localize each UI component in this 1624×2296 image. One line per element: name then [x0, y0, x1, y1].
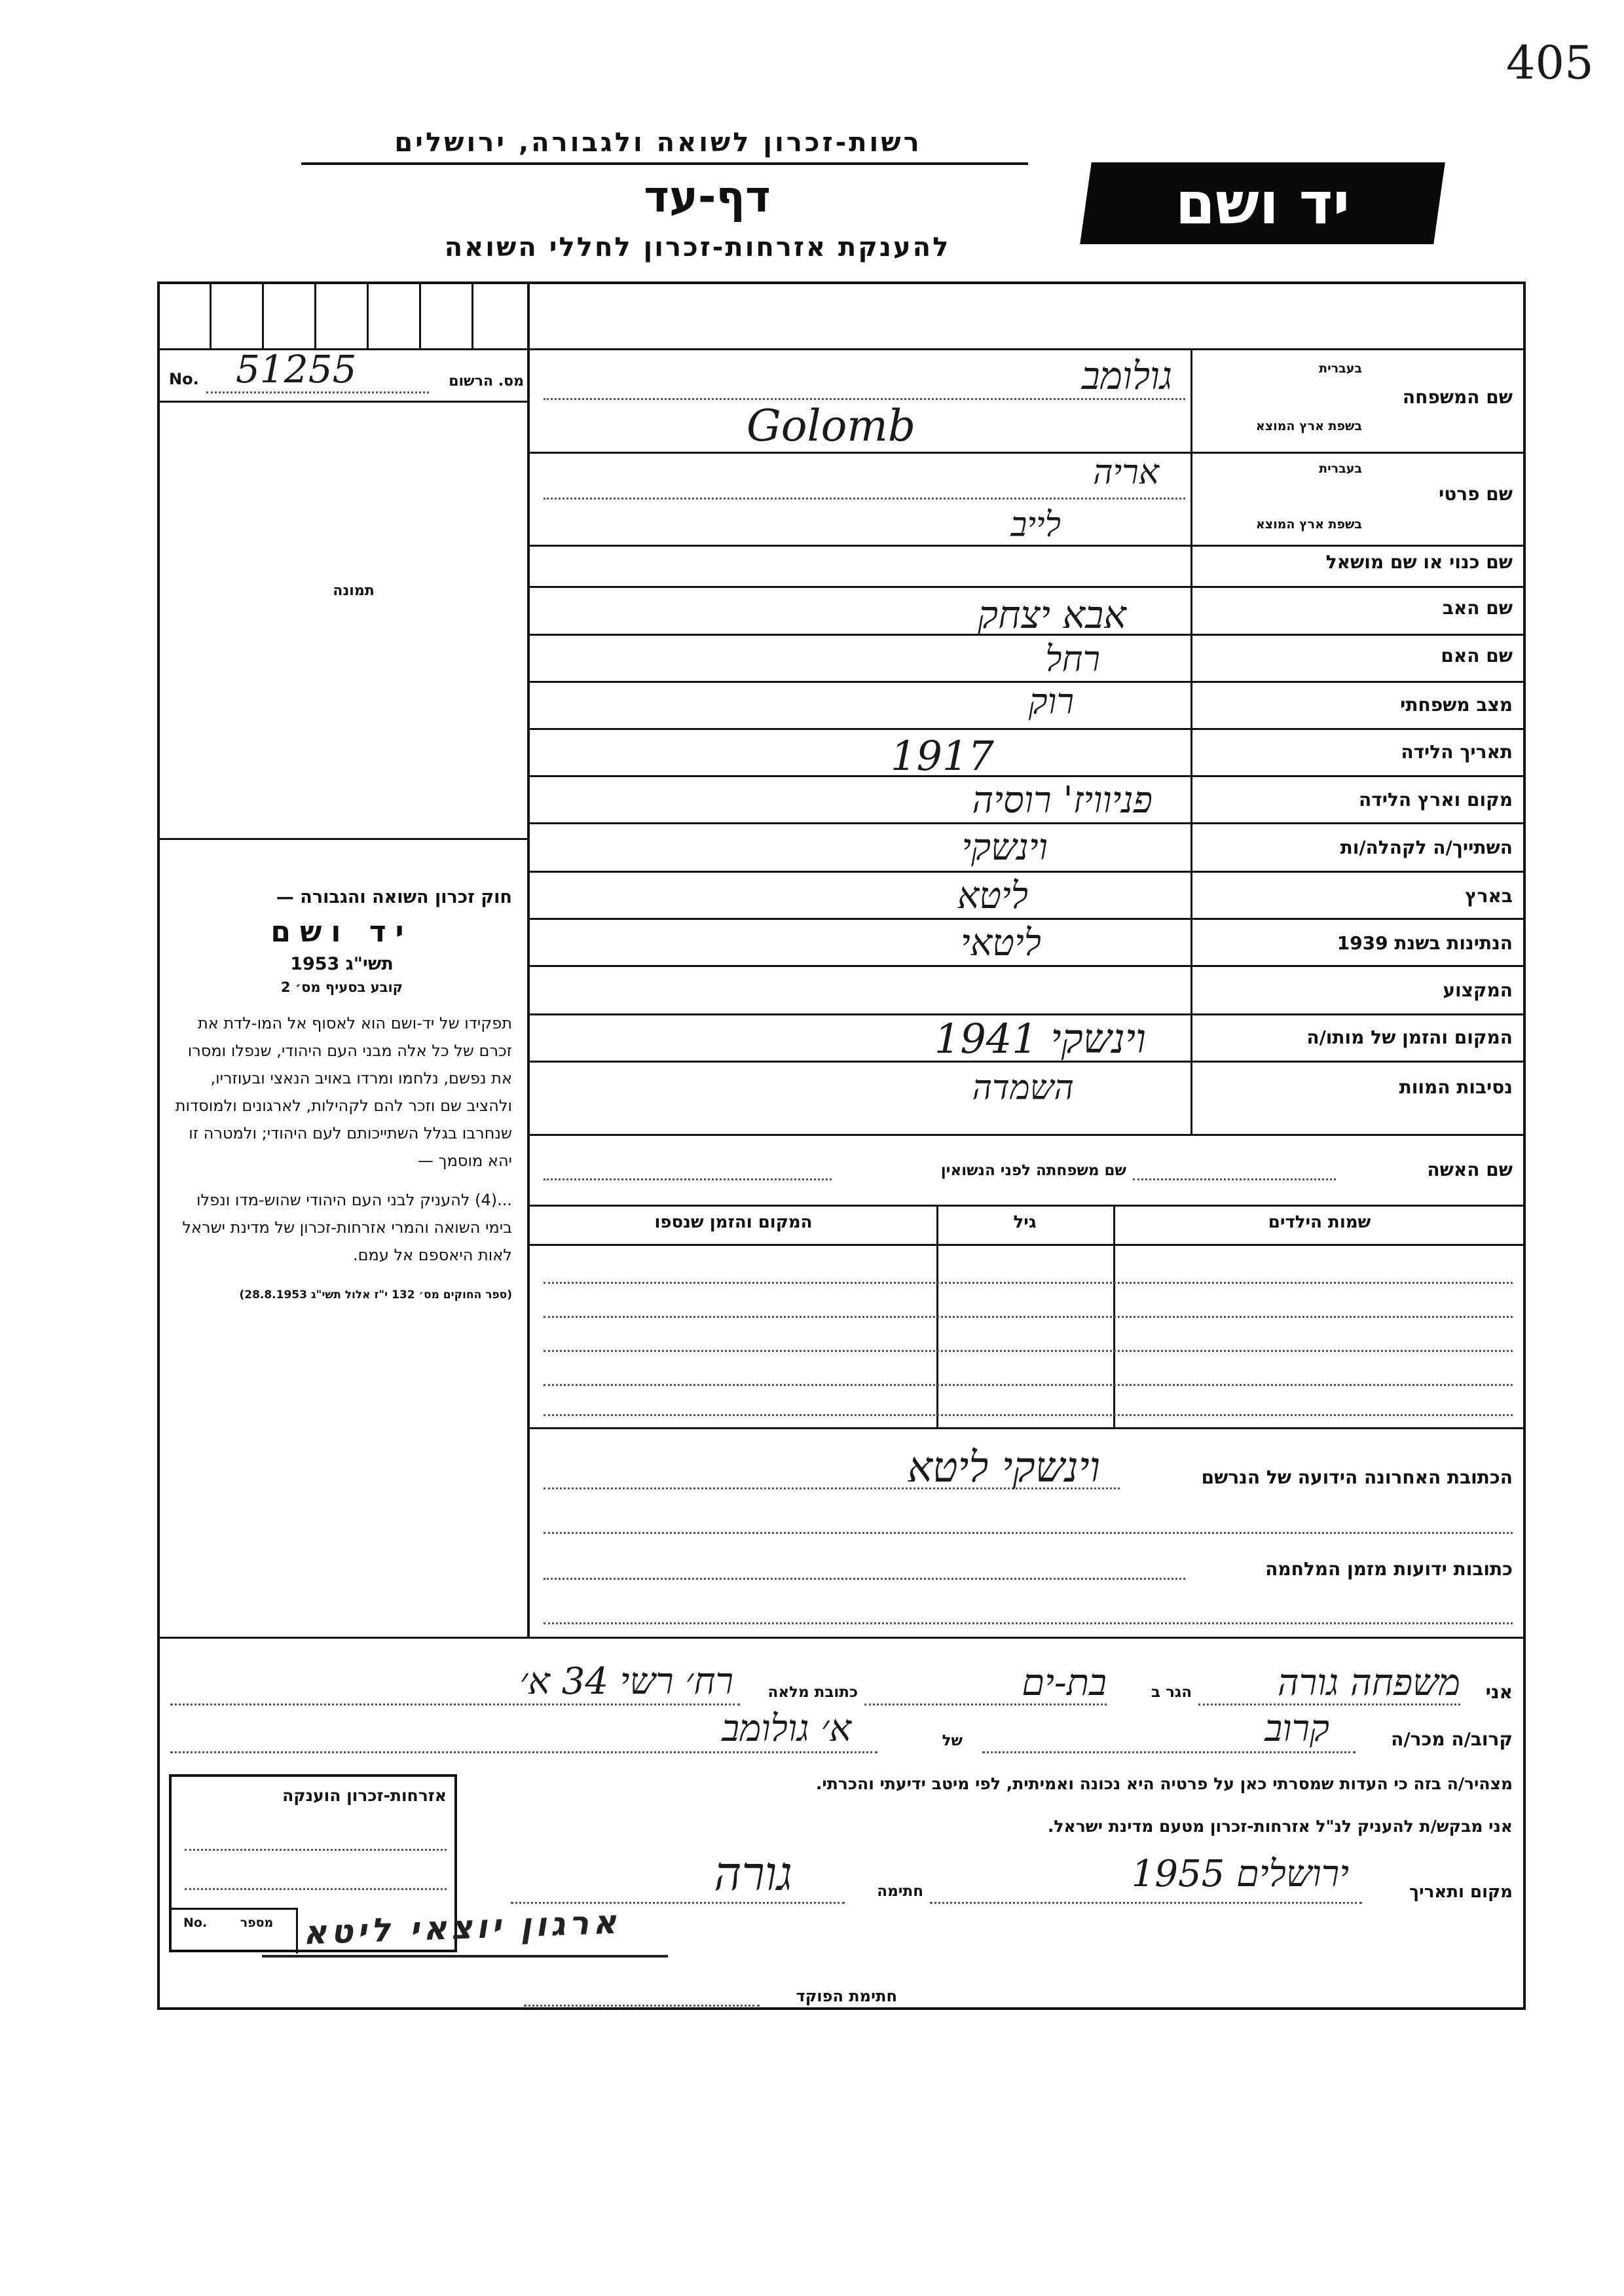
photo-label: תמונה	[333, 583, 375, 599]
full-address-value: רח׳ רשי 34 א׳	[519, 1660, 733, 1703]
nickname-label: שם כנוי או שם מושאל	[1325, 551, 1513, 573]
of-label: של	[942, 1732, 963, 1749]
citizenship-value: ליטאי	[961, 922, 1041, 964]
community-value: וינשקי	[961, 826, 1048, 869]
law-citation: (ספר החוקים מס׳ 132 י"ז אלול תשי"ג 28.8.1953)	[239, 1288, 512, 1302]
full-address-label: כתובת מלאה	[767, 1684, 858, 1701]
grant-box-number-label: מספר	[240, 1916, 274, 1930]
children-death-header: המקום והזמן שנספו	[654, 1212, 813, 1232]
children-names-header: שמות הילדים	[1268, 1212, 1371, 1232]
marital-status-value: רוק	[1028, 681, 1074, 722]
city-value: בת-ים	[1022, 1662, 1107, 1704]
place-date-value: ירושלים 1955	[1131, 1853, 1349, 1895]
stamp-underline	[262, 1955, 668, 1958]
wife-maiden-name-label: שם משפחתה לפני הנשואין	[940, 1162, 1126, 1179]
page-number: 405	[1506, 36, 1594, 90]
marital-status-label: מצב משפחתי	[1400, 694, 1513, 716]
organization-stamp: ארגון יוצאי ליטא	[302, 1903, 621, 1952]
children-age-header: גיל	[1013, 1212, 1037, 1232]
registration-label: מס. הרשום	[449, 373, 524, 390]
law-heading: חוק זכרון השואה והגבורה —	[276, 887, 512, 907]
last-address-label: הכתובת האחרונה הידועה של הנרשם	[1201, 1467, 1513, 1488]
wife-name-label: שם האשה	[1427, 1159, 1513, 1180]
law-excerpt	[172, 887, 512, 1302]
declarant-ani-label: אני	[1485, 1681, 1513, 1703]
law-name: יד ושם	[270, 915, 413, 949]
wartime-address-label: כתובות ידועות מזמן המלחמה	[1265, 1558, 1513, 1580]
community-label: השתייך/ה לקהלה/ות	[1340, 837, 1513, 858]
top-strip-line	[157, 348, 1526, 350]
family-name-origin-value: Golomb	[747, 401, 916, 451]
registration-number: 51255	[236, 347, 357, 392]
first-name-label: שם פרטי	[1438, 483, 1513, 505]
last-address-value: וינשקי ליטא	[907, 1444, 1100, 1492]
relation-label: קרוב/ה מכר/ה	[1391, 1728, 1513, 1750]
family-name-origin-sub: בשפת ארץ המוצא	[1255, 419, 1362, 433]
declarant-signature: גורה	[714, 1846, 792, 1901]
father-name-value: אבא יצחק	[978, 592, 1126, 637]
first-name-hebrew-value: אריה	[1093, 453, 1159, 492]
authority-underline	[301, 162, 1028, 165]
country-label: בארץ	[1465, 885, 1513, 907]
family-name-label: שם המשפחה	[1402, 386, 1513, 408]
request-text: אני מבקש/ת להעניק לנ"ל אזרחות-זכרון מטעם מדינת ישראל.	[1047, 1817, 1513, 1836]
registration-no-label: No.	[169, 370, 199, 388]
law-paragraph-2: ...(4) להעניק לבני העם היהודי שהוש-מדו ונפלו בימי השואה והמרי אזרחות-זכרון של מדינת ישראל לאות היאספם אל עמם.	[182, 1191, 512, 1264]
label-column-divider	[1190, 348, 1192, 1134]
death-circumstances-label: נסיבות המוות	[1399, 1076, 1513, 1098]
family-name-hebrew-value: גולומב	[1081, 354, 1172, 398]
law-paragraph-1: תפקידו של יד-ושם הוא לאסוף אל המו-לדת את זכרם של כל אלה מבני העם היהודי, שנפלו ומסרו את נפשם, נלחמו ומרדו באויב הנאצי ובעוזריו, ולהציב שם וזכר להם לקהילות, לארגונים ולמוסדות שנחרבו בגלל השתייכותם לעם היהודי; ולמטרה זו יהא מוסמך —	[175, 1014, 512, 1170]
relation-value: קרוב	[1264, 1707, 1329, 1750]
mother-name-value: רחל	[1045, 638, 1100, 680]
official-signature-label: חתימת הפוקד	[796, 1987, 897, 2005]
declarant-name-value: משפחה גורה	[1277, 1662, 1460, 1704]
of-name-value: א׳ גולומב	[722, 1707, 851, 1750]
death-place-time-label: המקום והזמן של מותו/ה	[1306, 1027, 1513, 1048]
death-place-time-value: וינשקי 1941	[934, 1015, 1146, 1063]
signature-label: חתימה	[877, 1883, 923, 1900]
father-name-label: שם האב	[1442, 597, 1513, 619]
grant-box-title: אזרחות-זכרון הוענקה	[282, 1786, 447, 1805]
resides-label: הגר ב	[1151, 1684, 1192, 1701]
law-section: קובע בסעיף מס׳ 2	[280, 979, 403, 995]
first-name-origin-value: לייב	[1010, 505, 1061, 545]
mother-name-label: שם האם	[1441, 645, 1513, 666]
birth-date-value: 1917	[891, 732, 994, 780]
citizenship-label: הנתינות בשנת 1939	[1337, 932, 1513, 954]
birth-date-label: תאריך הלידה	[1401, 741, 1513, 763]
grant-box-no-label: No.	[183, 1916, 208, 1930]
country-value: ליטא	[957, 875, 1028, 917]
first-name-origin-sub: בשפת ארץ המוצא	[1255, 517, 1362, 532]
birth-place-label: מקום וארץ הלידה	[1359, 789, 1513, 811]
law-year: תשי"ג 1953	[290, 954, 394, 974]
form-subtitle: להענקת אזרחות-זכרון לחללי השואה	[444, 232, 951, 263]
profession-label: המקצוע	[1443, 979, 1513, 1001]
form-title: דף-עד	[644, 172, 771, 222]
place-date-label: מקום ותאריך	[1409, 1882, 1513, 1902]
authority-name: רשות-זכרון לשואה ולגבורה, ירושלים	[394, 128, 922, 158]
birth-place-value: פניוויז' רוסיה	[972, 779, 1153, 822]
yad-vashem-logo	[1080, 162, 1445, 244]
left-column-divider	[527, 282, 530, 1637]
first-name-hebrew-sub: בעברית	[1319, 462, 1362, 476]
declaration-text: מצהיר/ה בזה כי העדות שמסרתי כאן על פרטיה היא נכונה ואמיתית, לפי מיטב ידיעתי והכרתי.	[815, 1774, 1513, 1793]
death-circumstances-value: השמדה	[972, 1068, 1074, 1108]
family-name-hebrew-sub: בעברית	[1319, 361, 1362, 376]
logo-text: יד ושם	[1175, 170, 1350, 237]
